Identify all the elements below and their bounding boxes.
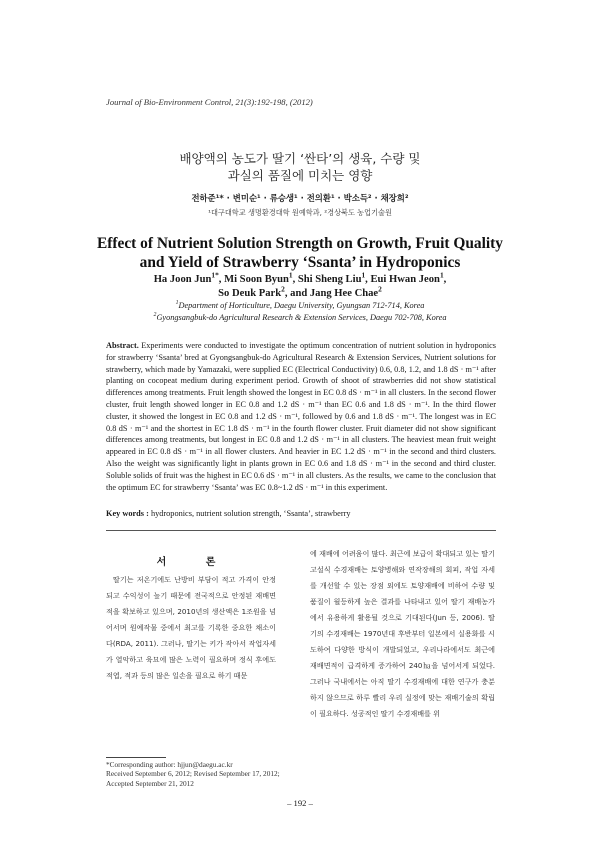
affiliation-line-1: $^1$Department of Horticulture, Daegu University, Gyungsan 712-714, Korea (175, 300, 425, 310)
keywords-text: hydroponics, nutrient solution strength, ‘Ssanta’, strawberry (148, 509, 351, 518)
abstract-text: Experiments were conducted to investigate the optimum concentration of nutrient solution in hydroponics for strawberry ‘Ssanta’ bred at Gyongsangbuk-do Agricultural Research & Extension Services, Nutrient solutions for strawberry, which made by Yamazaki, were supplied EC (Electrical Conductivity) 0.6, 0.8, 1.2, and 1.8 dS · m⁻¹ after planting on cocopeat medium during experiment period. Growth of shoot of strawberries did not show statistical differences among treatments. Fruit length showed the longest in EC 0.8 dS · m⁻¹ in all clusters. In the second flower cluster, fruit length showed longer in EC 0.8 and 1.2 dS · m⁻¹ than EC 0.6 and 1.8 dS · m⁻¹. In the third flower cluster, it showed the longest in EC 0.8 and 1.2 dS · m⁻¹, followed by 0.6 and 1.8 dS · m⁻¹. The longest was in EC 0.8 dS · m⁻¹ and the shortest in EC 1.8 dS · m⁻¹ in the fourth flower cluster. Fruit diameter did not show significant differences among treatments, but longest in EC 0.8 and 1.2 dS · m⁻¹ in all clusters. The heaviest mean fruit weight appeared in EC 0.8 dS · m⁻¹ in all flower clusters. And heavier in EC 1.2 dS · m⁻¹ in the second and third clusters. Also the weight was significantly light in plants grown in EC 0.6 and 1.8 dS · m⁻¹ in the second and third cluster. Soluble solids of fruit was the highest in EC 0.6 dS · m⁻¹ in all clusters. As the results, we came to the conclusion that the optimum EC for strawberry ‘Ssanta’ was EC 0.8~1.2 dS · m⁻¹ in this experiment. (106, 341, 496, 492)
korean-authors: 전하준¹* · 변미순¹ · 류승생¹ · 전의환¹ · 박소득² · 채장희² (191, 193, 409, 203)
korean-affiliation: ¹대구대학교 생명환경대학 원예학과, ²경상북도 농업기술원 (208, 208, 392, 217)
english-affiliation (80, 300, 520, 323)
english-authors (100, 270, 500, 301)
korean-title-line-2: 과실의 품질에 미치는 영향 (227, 168, 373, 183)
journal-header: Journal of Bio-Environment Control, 21(3):192-198, (2012) (106, 97, 313, 107)
english-title-line-2: and Yield of Strawberry ‘Ssanta’ in Hydroponics (139, 254, 461, 271)
keywords (106, 509, 496, 518)
english-title-line-1: Effect of Nutrient Solution Strength on Growth, Fruit Quality (97, 235, 503, 252)
korean-title-line-1: 배양액의 농도가 딸기 ‘싼타’의 생육, 수량 및 (179, 151, 421, 166)
left-column-text: 딸기는 저온기에도 난방비 부담이 적고 가격이 안정되고 수익성이 높기 때문에 전국적으로 안정된 재배면적을 확보하고 있으며, 2010년의 생산액은 1조원을 넘어서며 원예작물 중에서 최고를 기록한 중요한 채소이다(RDA, 2011). 그러나, 딸기는 키가 작아서 작업자세가 열악하고 육묘에 많은 노력이 필요하며 정식 후에도 적엽, 적과 등의 많은 일손을 필요로 하기 때문 (106, 575, 276, 680)
received-revised-dates: Received September 6, 2012; Revised September 17, 2012; (106, 769, 280, 779)
section-title: 서 론 (156, 557, 234, 568)
keywords-label: Key words : (106, 509, 149, 518)
footnote (106, 760, 296, 788)
english-title (70, 234, 530, 272)
affiliation-line-2: $^2$Gyongsangbuk-do Agricultural Research & Extension Services, Daegu 702-708, Korea (153, 311, 447, 322)
section-divider (106, 530, 496, 531)
abstract (106, 340, 496, 493)
accepted-date: Accepted September 21, 2012 (106, 778, 194, 788)
corresponding-author: *Corresponding author: hjjun@daegu.ac.kr (106, 760, 233, 769)
right-column-text: 에 재배에 어려움이 많다. 최근에 보급이 확대되고 있는 딸기고설식 수경재배는 토양병해와 연작장해의 회피, 작업 자세를 개선할 수 있는 장점 외에도 토양재배에 비하여 수량 및 품질이 월등하게 높은 결과를 나타내고 있어 딸기 재배농가에서 유용하게 활용될 것으로 기대된다(Jun 등, 2006). 딸기의 수경재배는 1970년대 후반부터 일본에서 실용화를 시도하여 다양한 방식이 개발되었고, 우리나라에서도 최근에 재배면적이 급격하게 증가하여 240㏊을 넘어서게 되었다. 그러나 국내에서는 아직 딸기 수경재배에 대한 연구가 충분하지 않으므로 하루 빨리 우리 실정에 맞는 재배기술의 확립이 필요하다. 성공적인 딸기 수경재배를 위 (310, 549, 495, 718)
english-authors-line-1: Ha Joon Jun$^{1*}$, Mi Soon Byun$^1$, Shi Sheng Liu$^1$, Eui Hwan Jeon$^1$, (153, 270, 447, 285)
english-authors-line-2: So Deuk Park$^2$, and Jang Hee Chae$^2$ (218, 284, 382, 299)
page-number: – 192 – (287, 798, 313, 808)
footnote-divider (106, 757, 166, 758)
abstract-label: Abstract. (106, 341, 139, 350)
